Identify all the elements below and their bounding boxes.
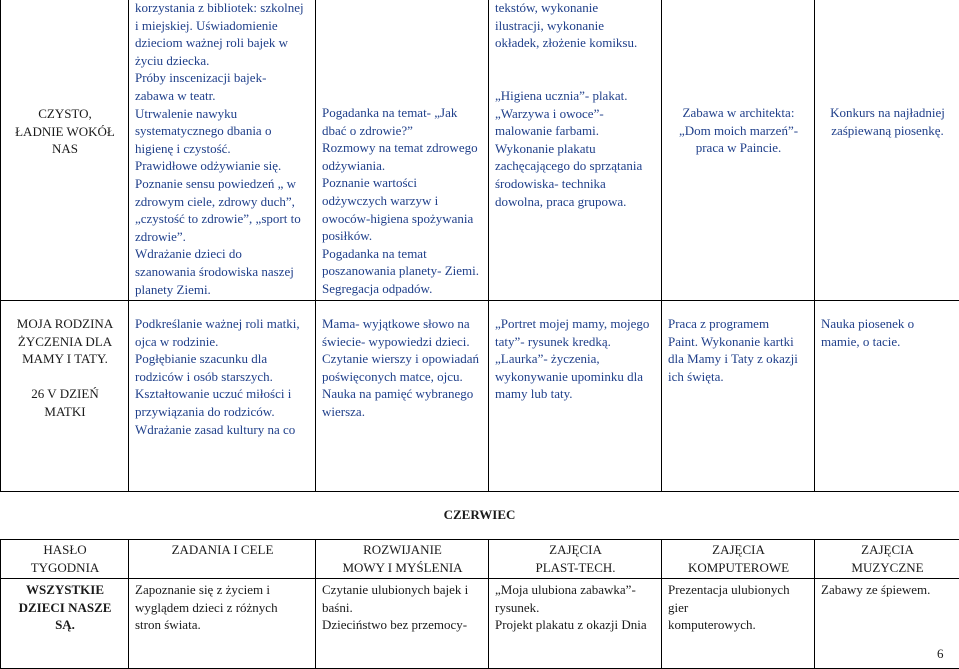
- text-line: Utrwalenie nawyku: [135, 105, 310, 123]
- goals-cell: [129, 0, 316, 301]
- music-cell: [815, 0, 959, 301]
- text-line: Segregacja odpadów.: [322, 280, 483, 298]
- text-line: i miejskiej. Uświadomienie: [135, 17, 310, 35]
- text-line: dbać o zdrowie?”: [322, 122, 483, 140]
- text-line: zdrowie”.: [135, 228, 310, 246]
- header-goals: [129, 540, 316, 579]
- text-line: TYGODNIA: [7, 559, 123, 577]
- text-line: Nauka piosenek o: [821, 315, 954, 333]
- bottom-plan-table: [0, 539, 959, 669]
- text-line: higienę i czystość.: [135, 140, 310, 158]
- text-line: środowiska- technika: [495, 175, 656, 193]
- text-line: „Portret mojej mamy, mojego: [495, 315, 656, 333]
- text-line: stron świata.: [135, 616, 310, 634]
- text-line: Prawidłowe odżywianie się.: [135, 157, 310, 175]
- text-line: CZYSTO,: [7, 105, 123, 123]
- text-line: MOWY I MYŚLENIA: [322, 559, 483, 577]
- theme-cell: [1, 301, 129, 492]
- text-line: „Higiena ucznia”- plakat.: [495, 87, 656, 105]
- text-line: WSZYSTKIE: [7, 581, 123, 599]
- text-line: [7, 368, 123, 386]
- text-line: SĄ.: [7, 616, 123, 634]
- text-line: poszanowania planety- Ziemi.: [322, 262, 483, 280]
- header-speech: [316, 540, 489, 579]
- text-line: [495, 52, 656, 70]
- text-line: ZADANIA I CELE: [135, 541, 310, 559]
- text-line: życiu dziecka.: [135, 52, 310, 70]
- text-line: ŁADNIE WOKÓŁ: [7, 123, 123, 141]
- text-line: wyglądem dzieci z różnych: [135, 599, 310, 617]
- table-row: [1, 301, 959, 492]
- text-line: Zabawa w architekta:: [668, 104, 809, 122]
- text-line: systematycznego dbania o: [135, 122, 310, 140]
- text-line: „czystość to zdrowie”, „sport to: [135, 210, 310, 228]
- speech-cell: [316, 579, 489, 669]
- music-cell: [815, 301, 959, 492]
- text-line: Projekt plakatu z okazji Dnia: [495, 616, 656, 634]
- text-line: rodziców i osób starszych.: [135, 368, 310, 386]
- theme-cell: [1, 579, 129, 669]
- speech-cell: [316, 0, 489, 301]
- table-row: [1, 579, 959, 669]
- text-line: rysunek.: [495, 599, 656, 617]
- text-line: ilustracji, wykonanie: [495, 17, 656, 35]
- text-line: ŻYCZENIA DLA: [7, 333, 123, 351]
- art-cell: [489, 301, 662, 492]
- text-line: Poznanie sensu powiedzeń „ w: [135, 175, 310, 193]
- speech-cell: [316, 301, 489, 492]
- text-line: Czytanie wierszy i opowiadań: [322, 350, 483, 368]
- theme-cell: [1, 0, 129, 301]
- text-line: DZIECI NASZE: [7, 599, 123, 617]
- art-cell: [489, 579, 662, 669]
- text-line: ZAJĘCIA: [821, 541, 954, 559]
- text-line: MAMY I TATY.: [7, 350, 123, 368]
- text-line: korzystania z bibliotek: szkolnej: [135, 0, 310, 17]
- text-line: Rozmowy na temat zdrowego: [322, 139, 483, 157]
- text-line: okładek, złożenie komiksu.: [495, 34, 656, 52]
- month-title: CZERWIEC: [0, 507, 959, 523]
- text-line: taty”- rysunek kredką.: [495, 333, 656, 351]
- text-line: „Moja ulubiona zabawka”-: [495, 581, 656, 599]
- text-line: Paint. Wykonanie kartki: [668, 333, 809, 351]
- goals-cell: [129, 579, 316, 669]
- text-line: Konkurs na najładniej: [821, 104, 954, 122]
- text-line: ojca w rodzinie.: [135, 333, 310, 351]
- text-line: Podkreślanie ważnej roli matki,: [135, 315, 310, 333]
- text-line: NAS: [7, 140, 123, 158]
- text-line: mamie, o tacie.: [821, 333, 954, 351]
- text-line: Prezentacja ulubionych: [668, 581, 809, 599]
- text-line: planety Ziemi.: [135, 281, 310, 299]
- text-line: MATKI: [7, 403, 123, 421]
- table-row: [1, 0, 959, 301]
- text-line: Kształtowanie uczuć miłości i: [135, 385, 310, 403]
- text-line: przywiązania do rodziców.: [135, 403, 310, 421]
- text-line: mamy lub taty.: [495, 385, 656, 403]
- text-line: wykonywanie upominku dla: [495, 368, 656, 386]
- computer-cell: [662, 0, 815, 301]
- header-computer: [662, 540, 815, 579]
- text-line: Próby inscenizacji bajek-: [135, 69, 310, 87]
- text-line: Dzieciństwo bez przemocy-: [322, 616, 483, 634]
- text-line: ROZWIJANIE: [322, 541, 483, 559]
- text-line: odżywczych warzyw i: [322, 192, 483, 210]
- header-row: [1, 540, 959, 579]
- text-line: Pogłębianie szacunku dla: [135, 350, 310, 368]
- text-line: Wdrażanie dzieci do: [135, 245, 310, 263]
- text-line: zaśpiewaną piosenkę.: [821, 122, 954, 140]
- text-line: świecie- wypowiedzi dzieci.: [322, 333, 483, 351]
- text-line: ZAJĘCIA: [668, 541, 809, 559]
- text-line: dla Mamy i Taty z okazji: [668, 350, 809, 368]
- text-line: wiersza.: [322, 403, 483, 421]
- text-line: Pogadanka na temat- „Jak: [322, 104, 483, 122]
- text-line: szanowania środowiska naszej: [135, 263, 310, 281]
- page-number: 6: [937, 646, 944, 662]
- header-theme: [1, 540, 129, 579]
- text-line: MOJA RODZINA: [7, 315, 123, 333]
- goals-cell: [129, 301, 316, 492]
- text-line: komputerowych.: [668, 616, 809, 634]
- text-line: zabawa w teatr.: [135, 87, 310, 105]
- text-line: Poznanie wartości: [322, 174, 483, 192]
- header-art: [489, 540, 662, 579]
- text-line: Nauka na pamięć wybranego: [322, 385, 483, 403]
- text-line: praca w Paincie.: [668, 139, 809, 157]
- text-line: tekstów, wykonanie: [495, 0, 656, 17]
- text-line: PLAST-TECH.: [495, 559, 656, 577]
- text-line: Czytanie ulubionych bajek i: [322, 581, 483, 599]
- text-line: „Dom moich marzeń”-: [668, 122, 809, 140]
- text-line: ich święta.: [668, 368, 809, 386]
- text-line: dzieciom ważnej roli bajek w: [135, 34, 310, 52]
- text-line: 26 V DZIEŃ: [7, 385, 123, 403]
- text-line: Zapoznanie się z życiem i: [135, 581, 310, 599]
- text-line: Wykonanie plakatu: [495, 140, 656, 158]
- text-line: Zabawy ze śpiewem.: [821, 581, 954, 599]
- computer-cell: [662, 579, 815, 669]
- text-line: KOMPUTEROWE: [668, 559, 809, 577]
- header-music: [815, 540, 959, 579]
- text-line: zachęcającego do sprzątania: [495, 157, 656, 175]
- text-line: Pogadanka na temat: [322, 245, 483, 263]
- text-line: malowanie farbami.: [495, 122, 656, 140]
- text-line: „Warzywa i owoce”-: [495, 105, 656, 123]
- text-line: MUZYCZNE: [821, 559, 954, 577]
- text-line: [495, 69, 656, 87]
- text-line: owoców-higiena spożywania: [322, 210, 483, 228]
- text-line: „Laurka”- życzenia,: [495, 350, 656, 368]
- art-cell: [489, 0, 662, 301]
- text-line: ZAJĘCIA: [495, 541, 656, 559]
- text-line: Wdrażanie zasad kultury na co: [135, 421, 310, 439]
- text-line: posiłków.: [322, 227, 483, 245]
- text-line: poświęconych matce, ojcu.: [322, 368, 483, 386]
- text-line: dowolna, praca grupowa.: [495, 193, 656, 211]
- text-line: baśni.: [322, 599, 483, 617]
- text-line: Praca z programem: [668, 315, 809, 333]
- text-line: Mama- wyjątkowe słowo na: [322, 315, 483, 333]
- text-line: zdrowym ciele, zdrowy duch”,: [135, 193, 310, 211]
- text-line: gier: [668, 599, 809, 617]
- computer-cell: [662, 301, 815, 492]
- text-line: odżywiania.: [322, 157, 483, 175]
- text-line: HASŁO: [7, 541, 123, 559]
